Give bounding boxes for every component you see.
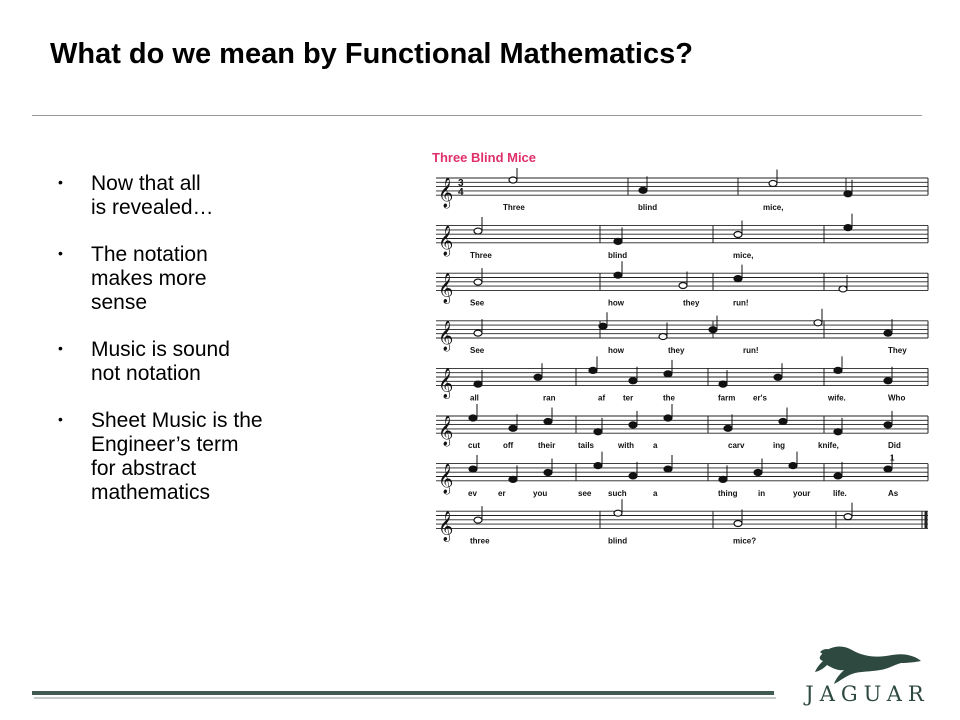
treble-clef-icon: 𝄞 bbox=[438, 463, 454, 494]
time-signature-top: 3 bbox=[458, 178, 464, 189]
lyric-word: tails bbox=[578, 441, 595, 451]
lyric-word: Three bbox=[470, 250, 492, 260]
note-head bbox=[754, 469, 762, 475]
score-title: Three Blind Mice bbox=[432, 150, 537, 165]
treble-clef-icon: 𝄞 bbox=[438, 178, 454, 209]
note-head bbox=[709, 327, 717, 333]
note-head bbox=[884, 330, 892, 336]
note-head bbox=[734, 231, 742, 237]
bullet-text: Music is sound not notation bbox=[91, 338, 230, 385]
lyric-word: your bbox=[793, 488, 811, 498]
note-head bbox=[719, 381, 727, 387]
treble-clef-icon: 𝄞 bbox=[438, 416, 454, 447]
note-head bbox=[679, 283, 687, 289]
lyric-word: they bbox=[668, 346, 685, 355]
lyric-word: carv bbox=[728, 441, 745, 451]
lyric-word: Three bbox=[503, 203, 525, 213]
bullet-text: Sheet Music is the Engineer’s term for abstract mathematics bbox=[91, 409, 263, 504]
note-head bbox=[509, 476, 517, 482]
bullet-item bbox=[58, 409, 328, 505]
lyric-word: run! bbox=[733, 298, 749, 308]
lyric-word: mice? bbox=[733, 536, 757, 546]
note-head bbox=[834, 473, 842, 479]
note-head bbox=[474, 517, 482, 523]
lyric-word: af bbox=[598, 393, 606, 403]
treble-clef-icon: 𝄞 bbox=[438, 511, 454, 542]
title-divider bbox=[32, 115, 922, 116]
lyric-word: how bbox=[608, 298, 624, 308]
note-head bbox=[789, 463, 797, 469]
note-head bbox=[779, 418, 787, 424]
lyric-word: a bbox=[653, 441, 658, 451]
lyric-word: run! bbox=[743, 346, 759, 355]
note-head bbox=[474, 228, 482, 234]
lyric-word: See bbox=[470, 298, 485, 308]
lyric-word: See bbox=[470, 346, 485, 355]
note-head bbox=[469, 415, 477, 421]
footer-divider bbox=[32, 691, 774, 695]
note-head bbox=[629, 422, 637, 428]
note-head bbox=[534, 374, 542, 380]
lyric-word: such bbox=[608, 488, 627, 498]
note-head bbox=[594, 463, 602, 469]
bullet-icon: • bbox=[58, 174, 63, 190]
lyric-word: blind bbox=[608, 536, 628, 546]
lyric-word: see bbox=[578, 488, 592, 498]
note-head bbox=[884, 378, 892, 384]
lyric-word: er's bbox=[753, 393, 767, 403]
bullet-icon: • bbox=[58, 411, 63, 427]
note-head bbox=[734, 276, 742, 282]
note-head bbox=[589, 367, 597, 373]
lyric-word: off bbox=[503, 441, 514, 451]
lyric-word: er bbox=[498, 488, 506, 498]
slide-title: What do we mean by Functional Mathematics? bbox=[50, 38, 693, 70]
lyric-word: the bbox=[663, 393, 675, 403]
lyric-word: blind bbox=[638, 203, 658, 213]
note-head bbox=[884, 466, 892, 472]
lyric-word: farm bbox=[718, 393, 736, 403]
lyric-word: in bbox=[758, 488, 766, 498]
lyric-word: cut bbox=[468, 441, 480, 451]
note-head bbox=[544, 469, 552, 475]
note-head bbox=[659, 334, 667, 340]
note-head bbox=[884, 422, 892, 428]
note-head bbox=[509, 177, 517, 183]
lyric-word: how bbox=[608, 346, 624, 355]
lyric-word: all bbox=[470, 393, 479, 403]
lyric-word: ran bbox=[543, 393, 556, 403]
lyric-word: Did bbox=[888, 441, 901, 451]
lyric-word: ing bbox=[773, 441, 785, 451]
note-head bbox=[544, 418, 552, 424]
lyric-word: mice, bbox=[733, 250, 754, 260]
treble-clef-icon: 𝄞 bbox=[438, 225, 454, 256]
note-head bbox=[629, 473, 637, 479]
bullet-icon: • bbox=[58, 245, 63, 261]
lyric-word: As bbox=[888, 488, 899, 498]
lyric-word: wife. bbox=[828, 393, 846, 403]
note-head bbox=[614, 238, 622, 244]
note-head bbox=[844, 191, 852, 197]
note-head bbox=[814, 320, 822, 326]
lyric-word: ev bbox=[468, 488, 477, 498]
lyric-word: three bbox=[470, 536, 490, 546]
note-head bbox=[834, 367, 842, 373]
lyric-word: They bbox=[888, 346, 907, 355]
lyric-word: you bbox=[533, 488, 548, 498]
leaping-jaguar-icon bbox=[800, 638, 935, 686]
note-head bbox=[734, 521, 742, 527]
bullet-item bbox=[58, 172, 328, 220]
note-head bbox=[469, 466, 477, 472]
logo-wordmark: JAGUAR bbox=[805, 682, 930, 706]
note-head bbox=[774, 374, 782, 380]
bullet-text: The notation makes more sense bbox=[91, 243, 208, 314]
lyric-word: with bbox=[618, 441, 634, 451]
bullet-icon: • bbox=[58, 340, 63, 356]
treble-clef-icon: 𝄞 bbox=[438, 321, 454, 351]
bullet-item bbox=[58, 338, 328, 386]
treble-clef-icon: 𝄞 bbox=[438, 368, 454, 399]
lyric-word: ter bbox=[623, 393, 634, 403]
note-head bbox=[474, 330, 482, 336]
note-head bbox=[834, 429, 842, 435]
note-head bbox=[664, 466, 672, 472]
lyric-word: a bbox=[653, 488, 658, 498]
bullet-list bbox=[58, 172, 328, 528]
lyric-word: their bbox=[538, 441, 556, 451]
note-head bbox=[474, 381, 482, 387]
note-head bbox=[629, 378, 637, 384]
note-head bbox=[664, 415, 672, 421]
bullet-item bbox=[58, 243, 328, 315]
time-signature-bottom: 4 bbox=[458, 187, 464, 198]
note-head bbox=[509, 425, 517, 431]
note-head bbox=[474, 279, 482, 285]
footer-divider-shadow bbox=[34, 697, 776, 699]
note-head bbox=[664, 371, 672, 377]
sheet-music-score bbox=[428, 168, 933, 556]
lyric-word: thing bbox=[718, 488, 738, 498]
note-head bbox=[724, 425, 732, 431]
bullet-text: Now that all is revealed… bbox=[91, 172, 214, 219]
note-head bbox=[599, 323, 607, 329]
lyric-word: knife, bbox=[818, 441, 839, 451]
lyric-word: they bbox=[683, 298, 700, 308]
jaguar-logo bbox=[800, 638, 935, 710]
note-head bbox=[719, 476, 727, 482]
note-head bbox=[844, 514, 852, 520]
note-head bbox=[769, 180, 777, 186]
note-head bbox=[614, 272, 622, 278]
lyric-word: life. bbox=[833, 488, 847, 498]
lyric-word: Who bbox=[888, 393, 906, 403]
fingering-mark: 1 bbox=[890, 453, 895, 463]
treble-clef-icon: 𝄞 bbox=[438, 273, 454, 304]
note-head bbox=[844, 225, 852, 231]
note-head bbox=[639, 187, 647, 193]
note-head bbox=[614, 510, 622, 516]
lyric-word: mice, bbox=[763, 203, 784, 213]
note-head bbox=[594, 429, 602, 435]
note-head bbox=[839, 286, 847, 292]
lyric-word: blind bbox=[608, 250, 628, 260]
